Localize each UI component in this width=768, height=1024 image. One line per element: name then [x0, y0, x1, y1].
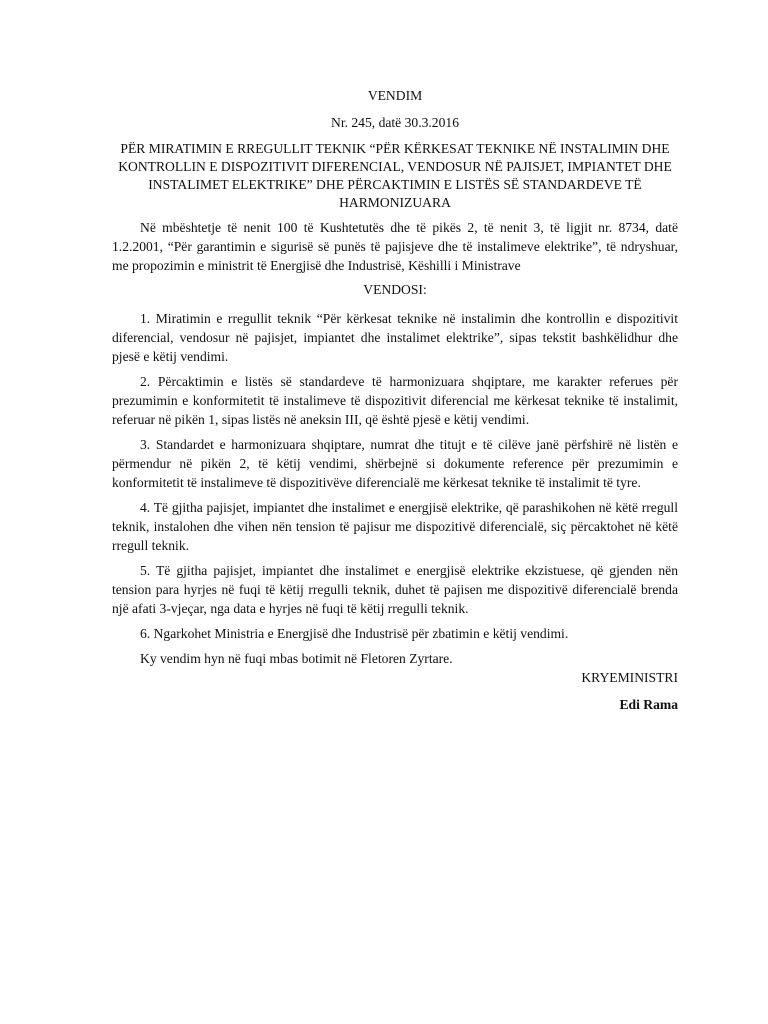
decision-title: PËR MIRATIMIN E RREGULLIT TEKNIK “PËR KËRKESAT TEKNIKE NË INSTALIMIN DHE KONTROLLIN E DISPOZITIVIT DIFERENCIAL, VENDOSUR NË PAJISJET, IMPIANTET DHE INSTALIMET ELEKTRIKE” DHE PËRCAKTIMIN E LISTËS SË STANDARDEVE TË HARMONIZUARA — [118, 141, 672, 210]
signatory-title: KRYEMINISTRI — [581, 670, 678, 685]
decision-item-5: 5. Të gjitha pajisjet, impiantet dhe instalimet e energjisë elektrike ekzistuese, që gjenden nën tension para hyrjes në fuqi të këtij rregulli teknik, duhet të pajisen me dispozitivë diferencialë brenda një afati 3-vjeçar, nga data e hyrjes në fuqi të këtij rregulli teknik. — [112, 563, 678, 616]
decision-item-2: 2. Përcaktimin e listës së standardeve të harmonizuara shqiptare, me karakter referues për prezumimin e konformitetit të instalimeve të dispozitivit diferencial me kërkesat teknike të instalimit, referuar në pikën 1, sipas listës në aneksin III, që është pjesë e këtij vendimi. — [112, 374, 678, 427]
decision-item-3: 3. Standardet e harmonizuara shqiptare, numrat dhe titujt e të cilëve janë përfshirë në listën e përmendur në pikën 2, të këtij vendimi, shërbejnë si dokumente reference për prezumimin e konformitetit të instalimeve të dispozitivëve diferencialë me kërkesat teknike të instalimit të tyre. — [112, 437, 678, 490]
document-heading: VENDIM — [367, 88, 423, 103]
decides-heading: VENDOSI: — [363, 282, 427, 297]
document-body — [112, 86, 678, 668]
signature-block — [581, 668, 678, 714]
decision-item-4: 4. Të gjitha pajisjet, impiantet dhe instalimet e energjisë elektrike, që parashikohen në këtë rregull teknik, instalohen dhe vihen nën tension të pajisur me dispozitivë diferencialë, siç përcaktohet në këtë rregull teknik. — [112, 500, 678, 553]
closing-statement: Ky vendim hyn në fuqi mbas botimit në Fletoren Zyrtare. — [140, 651, 453, 666]
decision-item-1: 1. Miratimin e rregullit teknik “Për kërkesat teknike në instalimin dhe kontrollin e dispozitivit diferencial, vendosur në pajisjet, impiantet dhe instalimet elektrike”, sipas tekstit bashkëlidhur dhe pjesë e këtij vendimi. — [112, 311, 678, 364]
signatory-name: Edi Rama — [619, 697, 678, 712]
preamble: Në mbështetje të nenit 100 të Kushtetutës dhe të pikës 2, të nenit 3, të ligjit nr. 8734, datë 1.2.2001, “Për garantimin e sigurisë së punës të pajisjeve dhe të instalimeve elektrike”, të ndryshuar, me propozimin e ministrit të Energjisë dhe Industrisë, Këshilli i Ministrave — [112, 220, 678, 273]
decision-item-6: 6. Ngarkohet Ministria e Energjisë dhe Industrisë për zbatimin e këtij vendimi. — [140, 626, 569, 641]
decision-number: Nr. 245, datë 30.3.2016 — [331, 115, 459, 130]
